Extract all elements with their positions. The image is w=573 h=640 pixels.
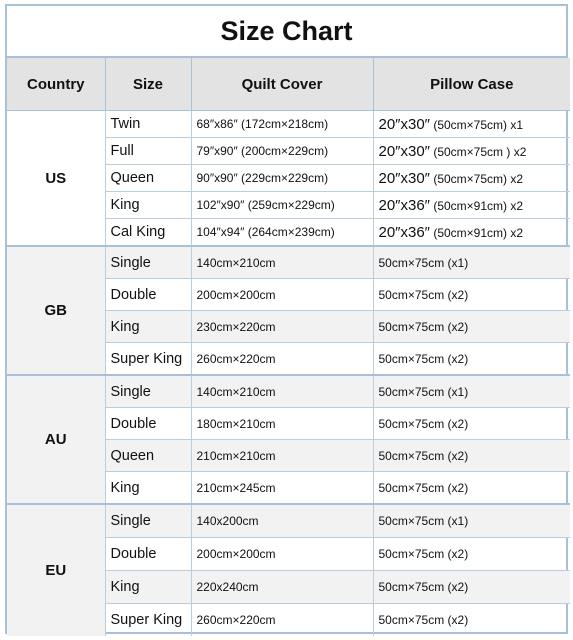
- quilt-cell: 140cm×210cm: [191, 375, 373, 408]
- pillow-cell: 50cm×75cm (x1): [373, 504, 570, 538]
- chart-title: Size Chart: [7, 6, 566, 58]
- pillow-cell: [373, 219, 570, 247]
- pillow-cell: [373, 192, 570, 219]
- pillow-metric: (50cm×75cm ) x2: [430, 144, 527, 159]
- quilt-cell: 104″x94″ (264cm×239cm): [191, 219, 373, 247]
- size-cell: Cal King: [105, 219, 191, 247]
- quilt-cell: 90″x90″ (229cm×229cm): [191, 165, 373, 192]
- pillow-inches: 20″x30″: [378, 142, 430, 160]
- quilt-cell: 79″x90″ (200cm×229cm): [191, 138, 373, 165]
- pillow-cell: 50cm×75cm (x2): [373, 440, 570, 472]
- pillow-cell: 50cm×75cm (x2): [373, 472, 570, 505]
- size-cell: King: [105, 472, 191, 505]
- pillow-inches: 20″x36″: [378, 196, 430, 214]
- pillow-inches: 20″x30″: [378, 169, 430, 187]
- quilt-cell: 210cm×245cm: [191, 472, 373, 505]
- size-cell: Double: [105, 279, 191, 311]
- size-chart: [5, 4, 568, 634]
- pillow-metric: (50cm×75cm) x1: [430, 117, 524, 132]
- quilt-cell: 102″x90″ (259cm×229cm): [191, 192, 373, 219]
- header-size: Size: [105, 58, 191, 111]
- pillow-cell: [373, 138, 570, 165]
- size-cell: Single: [105, 375, 191, 408]
- pillow-cell: 50cm×75cm (x2): [373, 279, 570, 311]
- quilt-cell: 210cm×210cm: [191, 440, 373, 472]
- header-row: [7, 58, 570, 111]
- size-cell: Twin: [105, 111, 191, 138]
- size-table: [7, 58, 570, 636]
- header-pillow-case: Pillow Case: [373, 58, 570, 111]
- header-country: Country: [7, 58, 105, 111]
- pillow-cell: 50cm×75cm (x1): [373, 246, 570, 279]
- size-cell: Full: [105, 138, 191, 165]
- pillow-cell: 50cm×75cm (x2): [373, 604, 570, 637]
- size-cell: Queen: [105, 165, 191, 192]
- table-row: [7, 504, 570, 538]
- country-cell-au: AU: [7, 375, 105, 504]
- pillow-inches: 20″x36″: [378, 223, 430, 241]
- pillow-metric: (50cm×91cm) x2: [430, 225, 524, 240]
- header-quilt-cover: Quilt Cover: [191, 58, 373, 111]
- quilt-cell: 200cm×200cm: [191, 538, 373, 571]
- pillow-cell: 50cm×75cm (x1): [373, 375, 570, 408]
- quilt-cell: 230cm×220cm: [191, 311, 373, 343]
- quilt-cell: 140x200cm: [191, 504, 373, 538]
- size-cell: Double: [105, 538, 191, 571]
- country-cell-eu: EU: [7, 504, 105, 636]
- pillow-cell: [373, 111, 570, 138]
- size-cell: Single: [105, 246, 191, 279]
- table-row: [7, 246, 570, 279]
- pillow-metric: (50cm×91cm) x2: [430, 198, 524, 213]
- quilt-cell: 260cm×220cm: [191, 604, 373, 637]
- quilt-cell: 260cm×220cm: [191, 343, 373, 376]
- pillow-metric: (50cm×75cm) x2: [430, 171, 524, 186]
- pillow-cell: [373, 165, 570, 192]
- size-cell: Single: [105, 504, 191, 538]
- quilt-cell: 220x240cm: [191, 571, 373, 604]
- table-row: [7, 111, 570, 138]
- quilt-cell: 140cm×210cm: [191, 246, 373, 279]
- country-cell-gb: GB: [7, 246, 105, 375]
- pillow-cell: 50cm×75cm (x2): [373, 408, 570, 440]
- size-cell: Super King: [105, 343, 191, 376]
- quilt-cell: 200cm×200cm: [191, 279, 373, 311]
- size-cell: Double: [105, 408, 191, 440]
- quilt-cell: 180cm×210cm: [191, 408, 373, 440]
- quilt-cell: 68″x86″ (172cm×218cm): [191, 111, 373, 138]
- size-cell: King: [105, 192, 191, 219]
- size-cell: Super King: [105, 604, 191, 637]
- pillow-cell: 50cm×75cm (x2): [373, 311, 570, 343]
- size-cell: King: [105, 571, 191, 604]
- country-cell-us: US: [7, 111, 105, 247]
- size-cell: Queen: [105, 440, 191, 472]
- pillow-cell: 50cm×75cm (x2): [373, 343, 570, 376]
- size-cell: King: [105, 311, 191, 343]
- pillow-inches: 20″x30″: [378, 115, 430, 133]
- table-row: [7, 375, 570, 408]
- pillow-cell: 50cm×75cm (x2): [373, 571, 570, 604]
- pillow-cell: 50cm×75cm (x2): [373, 538, 570, 571]
